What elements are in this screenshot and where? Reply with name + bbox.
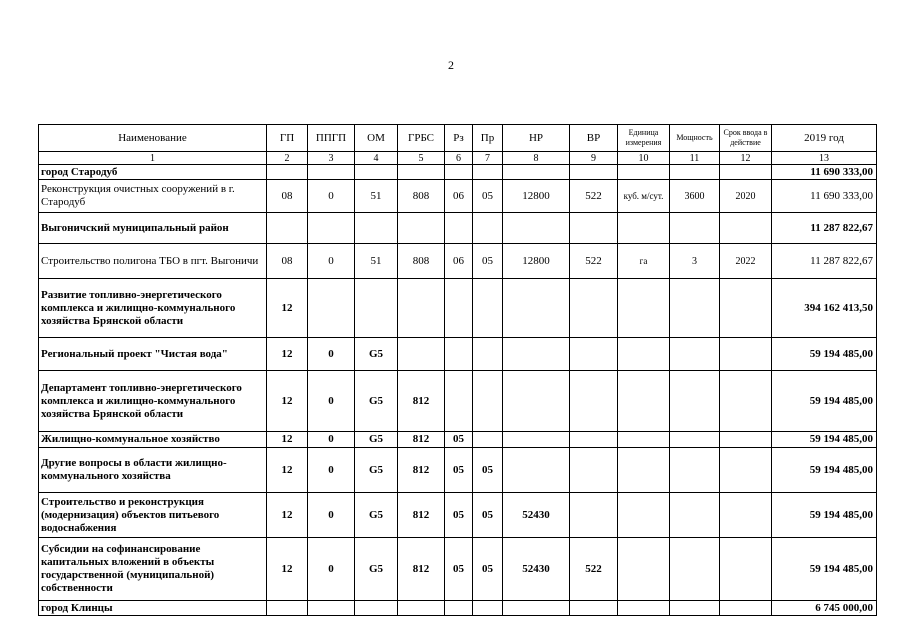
row-code-cell: 3 — [670, 244, 720, 279]
row-code-cell: 522 — [570, 180, 618, 213]
row-code-cell — [445, 213, 473, 244]
table-row — [39, 338, 877, 371]
row-code-cell — [445, 601, 473, 616]
row-code-cell: 12 — [267, 338, 308, 371]
row-code-cell — [618, 493, 670, 538]
column-number-cell: 9 — [570, 152, 618, 165]
row-name-cell: Выгоничский муниципальный район — [39, 213, 267, 244]
row-code-cell — [618, 538, 670, 601]
row-code-cell — [445, 279, 473, 338]
row-code-cell: 51 — [355, 244, 398, 279]
row-code-cell: 12 — [267, 371, 308, 432]
header-cell: НР — [503, 125, 570, 152]
row-code-cell — [670, 432, 720, 448]
row-code-cell — [503, 213, 570, 244]
row-code-cell — [720, 601, 772, 616]
row-code-cell — [445, 371, 473, 432]
table-row — [39, 165, 877, 180]
row-code-cell — [355, 213, 398, 244]
row-code-cell — [503, 448, 570, 493]
row-code-cell: 808 — [398, 244, 445, 279]
row-code-cell — [473, 371, 503, 432]
row-code-cell: 12 — [267, 493, 308, 538]
row-code-cell — [618, 338, 670, 371]
row-code-cell — [720, 338, 772, 371]
row-code-cell: 0 — [308, 180, 355, 213]
row-code-cell — [670, 538, 720, 601]
row-amount-cell: 11 287 822,67 — [772, 244, 877, 279]
row-code-cell: 05 — [445, 448, 473, 493]
column-number-cell: 13 — [772, 152, 877, 165]
row-code-cell — [570, 448, 618, 493]
row-name-cell: Строительство и реконструкция (модернизация) объектов питьевого водоснабжения — [39, 493, 267, 538]
row-code-cell — [618, 448, 670, 493]
row-name-cell: Реконструкция очистных сооружений в г. Стародуб — [39, 180, 267, 213]
row-code-cell: га — [618, 244, 670, 279]
row-code-cell — [398, 165, 445, 180]
row-code-cell — [473, 338, 503, 371]
row-code-cell: 812 — [398, 371, 445, 432]
row-name-cell: город Клинцы — [39, 601, 267, 616]
table-row — [39, 601, 877, 616]
header-cell: Пр — [473, 125, 503, 152]
column-number-row — [39, 152, 877, 165]
row-code-cell — [473, 279, 503, 338]
row-name-cell: Субсидии на софинансирование капитальных вложений в объекты государственной (муниципальной) собственности — [39, 538, 267, 601]
row-code-cell: 0 — [308, 493, 355, 538]
row-code-cell — [570, 432, 618, 448]
row-code-cell — [503, 601, 570, 616]
row-amount-cell: 59 194 485,00 — [772, 371, 877, 432]
row-amount-cell: 59 194 485,00 — [772, 338, 877, 371]
row-code-cell — [267, 601, 308, 616]
header-cell: 2019 год — [772, 125, 877, 152]
column-number-cell: 10 — [618, 152, 670, 165]
row-code-cell — [503, 432, 570, 448]
row-code-cell — [618, 165, 670, 180]
row-code-cell: 2020 — [720, 180, 772, 213]
row-code-cell: 812 — [398, 448, 445, 493]
column-number-cell: 3 — [308, 152, 355, 165]
row-code-cell: 12 — [267, 538, 308, 601]
row-amount-cell: 59 194 485,00 — [772, 493, 877, 538]
row-code-cell: куб. м/сут. — [618, 180, 670, 213]
row-code-cell: 06 — [445, 244, 473, 279]
column-number-cell: 1 — [39, 152, 267, 165]
row-code-cell: 522 — [570, 538, 618, 601]
table-row — [39, 180, 877, 213]
row-code-cell: G5 — [355, 432, 398, 448]
row-code-cell — [398, 601, 445, 616]
row-code-cell: G5 — [355, 371, 398, 432]
row-code-cell — [570, 213, 618, 244]
row-amount-cell: 59 194 485,00 — [772, 448, 877, 493]
row-code-cell — [720, 165, 772, 180]
row-code-cell: 12 — [267, 432, 308, 448]
row-code-cell: 05 — [473, 538, 503, 601]
row-code-cell — [570, 279, 618, 338]
row-code-cell — [473, 213, 503, 244]
header-cell: ППГП — [308, 125, 355, 152]
row-code-cell — [473, 432, 503, 448]
row-code-cell: 3600 — [670, 180, 720, 213]
table-header-row — [39, 125, 877, 152]
table-row — [39, 244, 877, 279]
header-cell: Наименование — [39, 125, 267, 152]
row-name-cell: Другие вопросы в области жилищно-коммунального хозяйства — [39, 448, 267, 493]
row-code-cell — [618, 213, 670, 244]
row-code-cell — [720, 279, 772, 338]
row-code-cell: 812 — [398, 432, 445, 448]
row-code-cell: G5 — [355, 538, 398, 601]
row-code-cell — [670, 493, 720, 538]
row-code-cell: 08 — [267, 180, 308, 213]
row-code-cell: 0 — [308, 338, 355, 371]
row-amount-cell: 59 194 485,00 — [772, 538, 877, 601]
row-code-cell — [720, 213, 772, 244]
row-code-cell: 12800 — [503, 244, 570, 279]
column-number-cell: 12 — [720, 152, 772, 165]
row-name-cell: Региональный проект "Чистая вода" — [39, 338, 267, 371]
header-cell: ОМ — [355, 125, 398, 152]
row-code-cell: G5 — [355, 338, 398, 371]
header-cell: Мощность — [670, 125, 720, 152]
row-code-cell: 12800 — [503, 180, 570, 213]
row-code-cell — [720, 538, 772, 601]
row-code-cell — [503, 279, 570, 338]
page-number: 2 — [448, 58, 454, 72]
column-number-cell: 8 — [503, 152, 570, 165]
row-amount-cell: 394 162 413,50 — [772, 279, 877, 338]
row-code-cell: 812 — [398, 493, 445, 538]
column-number-cell: 11 — [670, 152, 720, 165]
row-code-cell — [618, 432, 670, 448]
row-code-cell: G5 — [355, 493, 398, 538]
table-row — [39, 538, 877, 601]
row-code-cell — [308, 279, 355, 338]
header-cell: Рз — [445, 125, 473, 152]
row-code-cell — [570, 165, 618, 180]
row-code-cell: 0 — [308, 432, 355, 448]
row-code-cell: 52430 — [503, 538, 570, 601]
row-code-cell — [670, 601, 720, 616]
row-name-cell: город Стародуб — [39, 165, 267, 180]
row-code-cell: 05 — [473, 493, 503, 538]
row-code-cell — [618, 279, 670, 338]
row-code-cell: 08 — [267, 244, 308, 279]
column-number-cell: 6 — [445, 152, 473, 165]
row-code-cell — [473, 601, 503, 616]
row-code-cell: 52430 — [503, 493, 570, 538]
row-code-cell — [618, 371, 670, 432]
row-amount-cell: 6 745 000,00 — [772, 601, 877, 616]
row-code-cell — [355, 165, 398, 180]
row-code-cell — [445, 165, 473, 180]
row-code-cell: 06 — [445, 180, 473, 213]
row-name-cell: Департамент топливно-энергетического комплекса и жилищно-коммунального хозяйства Брянской области — [39, 371, 267, 432]
row-code-cell: 0 — [308, 448, 355, 493]
row-code-cell — [445, 338, 473, 371]
row-code-cell: 0 — [308, 244, 355, 279]
row-code-cell — [570, 338, 618, 371]
row-code-cell — [473, 165, 503, 180]
row-code-cell: 51 — [355, 180, 398, 213]
table-row — [39, 448, 877, 493]
row-code-cell: 05 — [473, 244, 503, 279]
row-code-cell — [670, 448, 720, 493]
row-code-cell — [670, 213, 720, 244]
row-code-cell: 808 — [398, 180, 445, 213]
table-row — [39, 213, 877, 244]
row-code-cell: 05 — [473, 180, 503, 213]
column-number-cell: 5 — [398, 152, 445, 165]
row-code-cell: 522 — [570, 244, 618, 279]
column-number-cell: 2 — [267, 152, 308, 165]
row-code-cell — [308, 213, 355, 244]
row-amount-cell: 11 690 333,00 — [772, 165, 877, 180]
header-cell: ГРБС — [398, 125, 445, 152]
row-code-cell: G5 — [355, 448, 398, 493]
row-code-cell: 12 — [267, 448, 308, 493]
header-cell: Срок ввода в действие — [720, 125, 772, 152]
row-code-cell: 12 — [267, 279, 308, 338]
row-code-cell: 0 — [308, 538, 355, 601]
row-code-cell — [267, 165, 308, 180]
row-code-cell: 05 — [445, 493, 473, 538]
row-name-cell: Строительство полигона ТБО в пгт. Выгоничи — [39, 244, 267, 279]
row-name-cell: Жилищно-коммунальное хозяйство — [39, 432, 267, 448]
row-code-cell — [720, 493, 772, 538]
row-code-cell — [720, 448, 772, 493]
row-code-cell — [267, 213, 308, 244]
row-code-cell: 05 — [473, 448, 503, 493]
row-name-cell: Развитие топливно-энергетического комплекса и жилищно-коммунального хозяйства Брянской области — [39, 279, 267, 338]
row-code-cell — [570, 371, 618, 432]
table-row — [39, 371, 877, 432]
row-code-cell — [398, 279, 445, 338]
row-code-cell: 05 — [445, 538, 473, 601]
row-code-cell — [570, 601, 618, 616]
row-amount-cell: 59 194 485,00 — [772, 432, 877, 448]
row-code-cell — [503, 165, 570, 180]
row-code-cell — [670, 165, 720, 180]
row-code-cell — [355, 601, 398, 616]
row-code-cell — [308, 601, 355, 616]
row-amount-cell: 11 287 822,67 — [772, 213, 877, 244]
budget-table — [38, 124, 877, 616]
row-code-cell: 2022 — [720, 244, 772, 279]
header-cell: ГП — [267, 125, 308, 152]
table-row — [39, 432, 877, 448]
row-code-cell: 812 — [398, 538, 445, 601]
row-code-cell — [398, 338, 445, 371]
row-code-cell — [503, 371, 570, 432]
row-code-cell — [670, 279, 720, 338]
row-code-cell — [670, 338, 720, 371]
row-code-cell — [670, 371, 720, 432]
header-cell: ВР — [570, 125, 618, 152]
row-code-cell — [618, 601, 670, 616]
header-cell: Единица измерения — [618, 125, 670, 152]
row-code-cell — [355, 279, 398, 338]
row-code-cell: 0 — [308, 371, 355, 432]
column-number-cell: 4 — [355, 152, 398, 165]
row-code-cell — [720, 371, 772, 432]
table-row — [39, 493, 877, 538]
table-row — [39, 279, 877, 338]
row-code-cell: 05 — [445, 432, 473, 448]
row-code-cell — [570, 493, 618, 538]
column-number-cell: 7 — [473, 152, 503, 165]
row-code-cell — [503, 338, 570, 371]
row-amount-cell: 11 690 333,00 — [772, 180, 877, 213]
row-code-cell — [308, 165, 355, 180]
row-code-cell — [720, 432, 772, 448]
row-code-cell — [398, 213, 445, 244]
